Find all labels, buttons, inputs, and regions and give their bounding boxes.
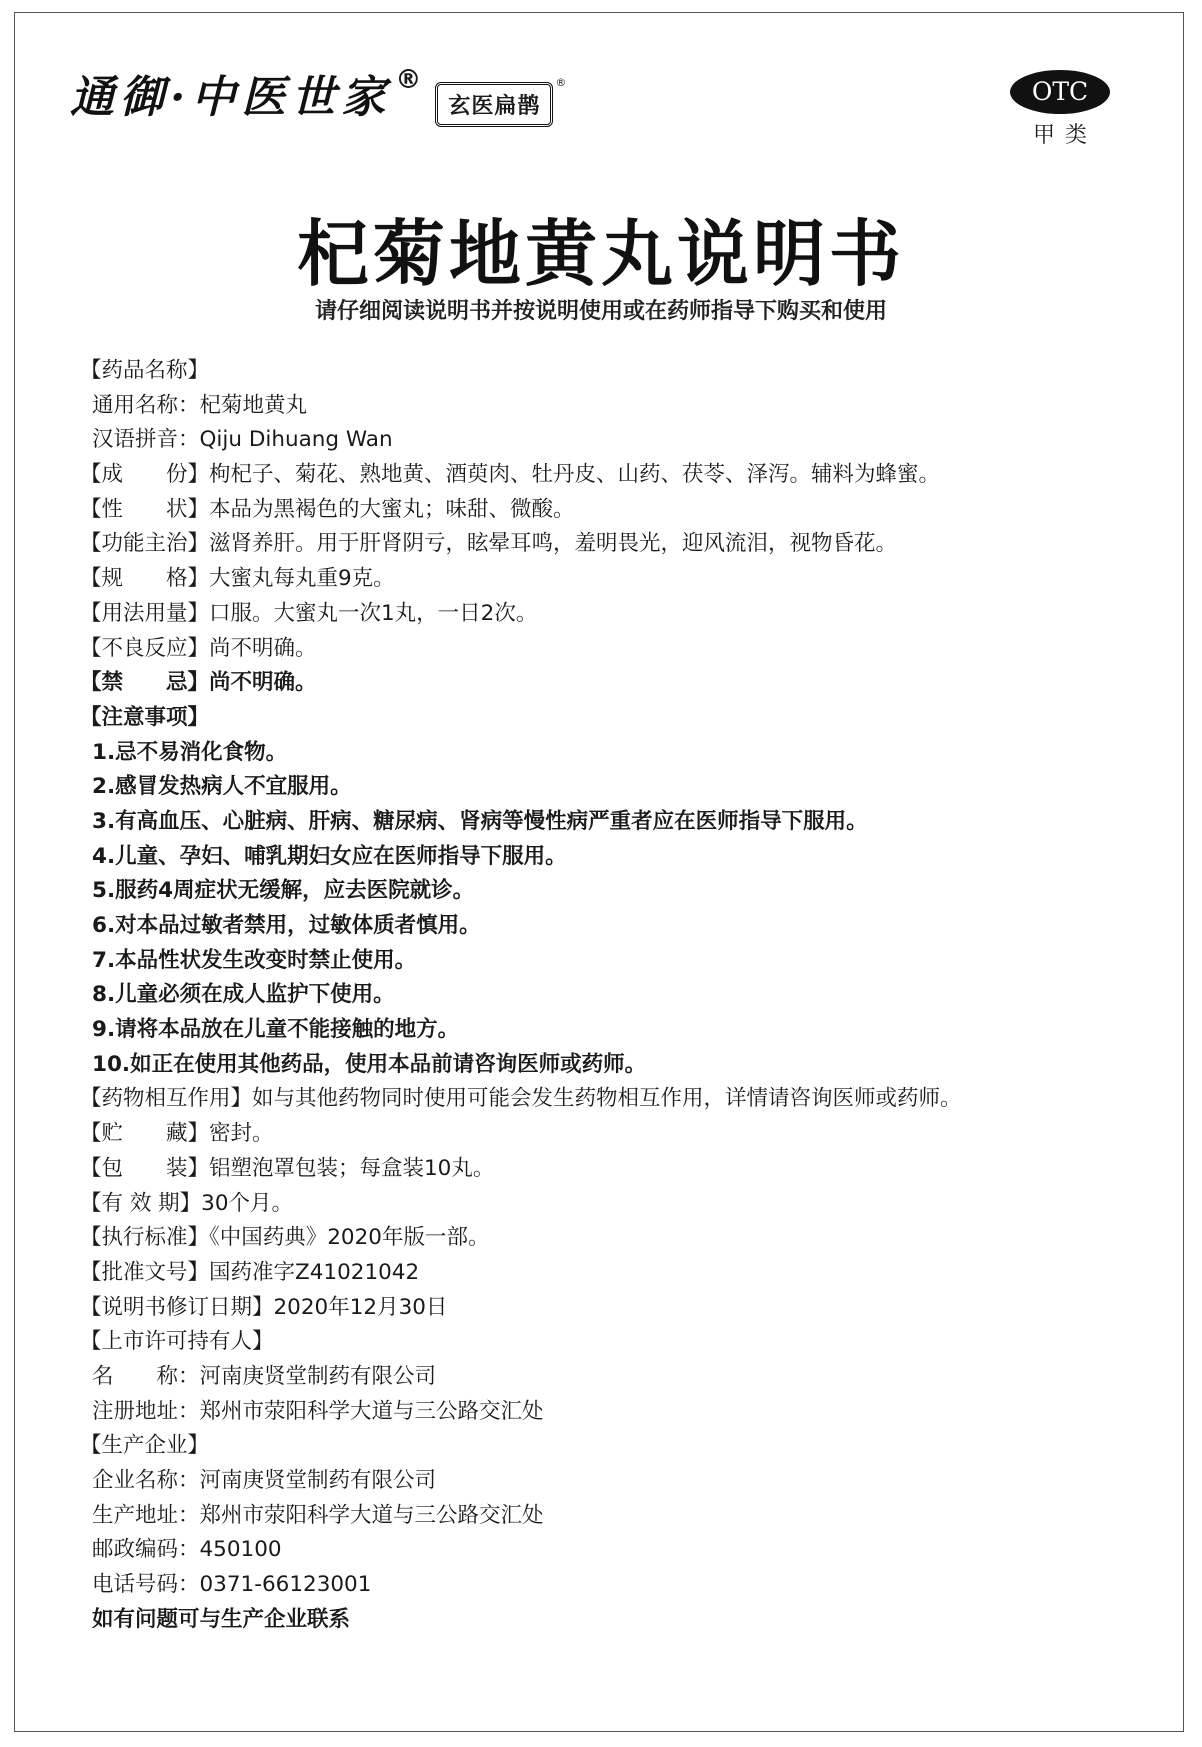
text-line: 【规 格】大蜜丸每丸重9克。 bbox=[80, 566, 395, 592]
brand-logo-text: 通御·中医世家 bbox=[70, 72, 392, 123]
precaution-item: 5.服药4周症状无缓解，应去医院就诊。 bbox=[92, 878, 475, 904]
text-line: 【说明书修订日期】2020年12月30日 bbox=[80, 1294, 448, 1320]
precaution-item: 7.本品性状发生改变时禁止使用。 bbox=[92, 947, 417, 973]
registered-mark: ® bbox=[395, 65, 422, 95]
text-line: 【性 状】本品为黑褐色的大蜜丸；味甜、微酸。 bbox=[80, 496, 575, 522]
precaution-item: 6.对本品过敏者禁用，过敏体质者慎用。 bbox=[92, 913, 481, 938]
text-line: 生产地址：郑州市荥阳科学大道与三公路交汇处 bbox=[92, 1502, 544, 1528]
text-line: 【批准文号】国药准字Z41021042 bbox=[80, 1259, 420, 1285]
text-line: 电话号码：0371-66123001 bbox=[92, 1572, 372, 1598]
contact-note: 如有问题可与生产企业联系 bbox=[92, 1606, 351, 1632]
text-line: 邮政编码：450100 bbox=[92, 1537, 282, 1563]
text-line: 企业名称：河南庚贤堂制药有限公司 bbox=[92, 1468, 437, 1493]
text-line: 注册地址：郑州市荥阳科学大道与三公路交汇处 bbox=[92, 1398, 544, 1424]
section-heading: 【注意事项】 bbox=[80, 704, 210, 730]
text-line: 名 称：河南庚贤堂制药有限公司 bbox=[92, 1363, 437, 1389]
text-line: 【成 份】枸杞子、菊花、熟地黄、酒萸肉、牡丹皮、山药、茯苓、泽泻。辅料为蜂蜜。 bbox=[80, 462, 941, 488]
text-line: 汉语拼音：Qiju Dihuang Wan bbox=[92, 427, 393, 453]
precaution-item: 2.感冒发热病人不宜服用。 bbox=[92, 774, 352, 800]
otc-badge: OTC bbox=[1010, 70, 1110, 114]
precaution-item: 3.有高血压、心脏病、肝病、糖尿病、肾病等慢性病严重者应在医师指导下服用。 bbox=[92, 808, 868, 834]
seal-registered-mark: ® bbox=[555, 76, 567, 89]
text-line: 【药物相互作用】如与其他药物同时使用可能会发生药物相互作用，详情请咨询医师或药师。 bbox=[80, 1086, 962, 1112]
precaution-item: 4.儿童、孕妇、哺乳期妇女应在医师指导下服用。 bbox=[92, 843, 567, 869]
brand-header bbox=[70, 58, 566, 138]
document-subtitle: 请仔细阅读说明书并按说明使用或在药师指导下购买和使用 bbox=[314, 299, 887, 324]
precaution-item: 8.儿童必须在成人监护下使用。 bbox=[92, 982, 395, 1008]
text-line: 【有 效 期】30个月。 bbox=[80, 1190, 294, 1216]
otc-class-label: 甲类 bbox=[1032, 123, 1097, 148]
section-heading: 【生产企业】 bbox=[80, 1433, 210, 1459]
precaution-item: 1.忌不易消化食物。 bbox=[92, 739, 288, 765]
text-line: 【执行标准】《中国药典》2020年版一部。 bbox=[80, 1225, 490, 1251]
text-line: 【不良反应】尚不明确。 bbox=[80, 635, 317, 661]
otc-block bbox=[1008, 70, 1112, 149]
precaution-item: 9.请将本品放在儿童不能接触的地方。 bbox=[92, 1017, 460, 1043]
text-line: 通用名称：杞菊地黄丸 bbox=[92, 392, 308, 418]
text-line: 【功能主治】滋肾养肝。用于肝肾阴亏，眩晕耳鸣，羞明畏光，迎风流泪，视物昏花。 bbox=[80, 531, 898, 557]
section-heading: 【上市许可持有人】 bbox=[80, 1329, 274, 1355]
document-title: 杞菊地黄丸说明书 bbox=[296, 212, 905, 296]
section-heading: 【药品名称】 bbox=[80, 358, 210, 383]
precaution-item: 10.如正在使用其他药品，使用本品前请咨询医师或药师。 bbox=[92, 1051, 647, 1077]
instructions-body bbox=[80, 354, 1170, 1637]
text-line: 【用法用量】口服。大蜜丸一次1丸，一日2次。 bbox=[80, 600, 538, 626]
brand-seal: 玄医扁鹊 bbox=[435, 82, 553, 127]
text-line: 【包 装】铝塑泡罩包装；每盒装10丸。 bbox=[80, 1155, 495, 1181]
text-line: 【禁 忌】尚不明确。 bbox=[80, 670, 317, 696]
text-line: 【贮 藏】密封。 bbox=[80, 1121, 274, 1147]
